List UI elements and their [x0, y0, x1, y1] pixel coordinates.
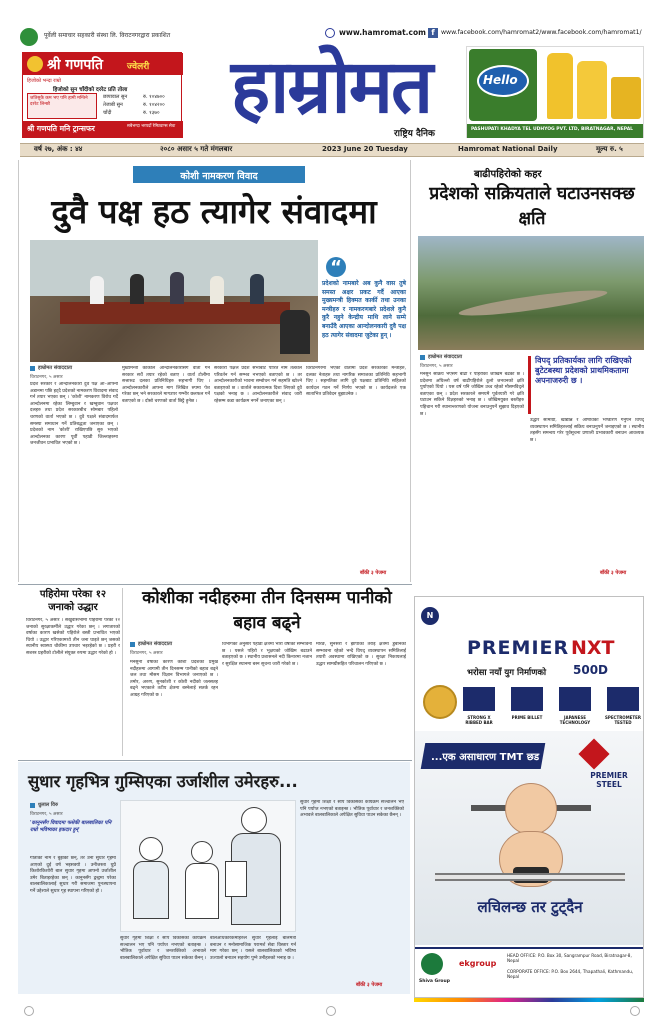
lead-dateline: विराटनगर, ५ असार [30, 375, 63, 380]
guarantee-seal-icon [423, 685, 457, 719]
koshi-byline: हाम्रोमत संवाददाता [138, 641, 173, 647]
right-body-col1: मनसुन सक्रिय भएसँगै बाढी र पहिरोको जोखिम बढेको छ । प्रदेशमा अघिल्लो वर्ष बाढीपहिरोले ठूलो जनधनको क्षति पुर्याएको थियो । यस वर्ष पनि जोखिम उच्च रहेको मौसमविद्ले बताएका छन् । प्रदेश सरकारले समयमै पूर्वतयारी गरे क्षति घटाउन सकिने विज्ञहरुको भनाइ छ । जोखिमयुक्त बस्तीहरु पहिचान गरी स्थानान्तरणको योजना बनाउनुपर्ने सुझाव दिइएको छ । [420, 372, 524, 417]
byline-bullet-icon [30, 803, 35, 808]
shiva-group-logo-icon [421, 953, 443, 975]
steel-feature-3: JAPANESE TECHNOLOGY [559, 715, 591, 725]
feature-illustration [120, 800, 296, 932]
right-dateline: विराटनगर, ५ असार [420, 364, 453, 369]
masthead-tagline: राष्ट्रिय दैनिक [394, 129, 435, 139]
gold-label: छापावाल सुन [103, 94, 128, 100]
quote-icon: “ [326, 257, 346, 277]
feature-body-col3: बालअधिकारकर्मीहरुले सुधार गृहलाई बालमैत्री बनाउन र मनोसामाजिक परामर्श सेवा विस्तार गर्न माग गरेका छन् । यसले बालबालिकाको भविष्य उज्यालो बनाउन सहयोग पुग्ने उनीहरुको भनाइ छ । [210, 936, 296, 961]
steel-right-brand: PREMIER STEEL [590, 771, 628, 789]
hello-company: PASHUPATI KHADYA TEL UDHYOG PVT. LTD, BIRATNAGAR, NEPAL [471, 127, 634, 132]
nxt-badge-icon: N [421, 607, 439, 625]
sumo-figure-icon [505, 783, 557, 835]
publisher-logo [20, 28, 38, 46]
feature-body-col1: गीताको नाम र बुझेकी छन्, तर उनी सुधार गृहमा आएको दुई वर्ष भइसक्यो । उनीजस्ता थुप्रै किशोरकिशोरी बाल सुधार गृहमा आफ्नो उर्जाशील उमेर बिताइरहेका छन् । कानुनसँग द्वन्द्वमा परेका बालबालिकालाई सुधार गरी समाजमा पुनःस्थापना गर्ने उद्देश्यले सुधार गृह स्थापना गरिएको हो । [30, 856, 116, 894]
feature-continue[interactable]: बाँकी ३ पेजमा [356, 982, 383, 988]
koshi-body-col1: मनसुनी वर्षाका कारण कोशी प्रदेशका प्रमुख नदीहरुमा आगामी तीन दिनसम्म पानीको बहाव बढ्ने जल तथा मौसम विज्ञान विभागले जनाएको छ । तमोर, अरुण, सुनकोशी र कोशी नदीको जलसतह बढ्ने भएकाले तटीय क्षेत्रमा बस्नेलाई सतर्क रहन आग्रह गरिएको छ । [130, 660, 218, 698]
lead-continue[interactable]: बाँकी ३ पेजमा [360, 570, 387, 576]
steel-brand-bottom: NXT [571, 637, 615, 659]
feature-byline: धुलाल विरु [38, 802, 58, 808]
feature-dateline: विराटनगर, ५ असार [30, 812, 63, 817]
oil-jar-icon [611, 77, 641, 119]
lead-quote: प्रदेशको नामबारे अब कुनै वास तुषे समस्त अक्षर प्रकट गर्दै आएका मुख्यमन्त्री हिक्मत कार्की तथा उनका मन्त्रीहरु र नामकरणबारे प्रदेशले कुनै कुरै नहुने केन्द्रीय माथि लाने सम्मे बनाउँदै आएका आन्दोलनकारी दुवै पक्ष हठ त्यागेर संवादमा जुटेका हुन् । [322, 280, 406, 339]
steel-tagline: लचिलन्छ तर टुट्दैन [477, 898, 583, 916]
feature-headline: सुधार गृहभित्र गुम्सिएका उर्जाशील उमेरहरु... [28, 772, 298, 791]
ad-brand-tag: ज्वेलरी [127, 62, 150, 72]
steel-corporate-office: CORPORATE OFFICE: P.O. Box 2644, Thapathali, Kathmandu, Nepal [507, 969, 634, 980]
oil-bottle-icon [577, 61, 607, 119]
koshi-body-col3: मोरङ, सुनसरी र झापाका तराई क्षेत्रमा डुबानको सम्भावना रहेको भन्दै विपद् व्यवस्थापन समितिलाई तयारी अवस्थामा राखिएको छ । सुरक्षा निकायलाई उद्धार सामग्रीसहित परिचालन गरिएको छ । [316, 642, 406, 667]
ad-footer: श्री गणपति मनि ट्रान्सफर [27, 124, 95, 133]
ad-note: जतिसुकै कम भए पनि हामी मन्त्रिने दररेट लिन्छौ [27, 93, 97, 119]
tejabi-label: तेजाबी सुन [103, 102, 123, 108]
feature-bar-icon [463, 687, 495, 711]
byline-bullet-icon [130, 642, 135, 647]
steel-banner: ...एक असाधारण TMT छड [431, 752, 540, 763]
publisher-line: पूर्वेली समाचार सहकारी संस्था लि. विराटनगरद्वारा प्रकाशित [44, 32, 171, 39]
gold-value: रु. १०४७०० [143, 94, 165, 100]
lead-body-col1: प्रदेश सरकार र आन्दोलनकारी दुवै पक्ष आ–आफ्नो अडानमा पछि हट्दै प्रदेशको नामकरण विवादमा संवाद गर्न तयार भएका छन् । 'कोशी' नामकरण विरोध गर्दै आन्दोलनमा रहेका लिम्बुवान र खम्बुवान पक्षधर दलहरु तथा प्रदेश सरकारबीच सोमबार पहिलो चरणको वार्ता भएको छ । दुवै पक्षले संवादमार्फत समस्या समाधान गर्ने प्रतिबद्धता जनाएका छन् । प्रदेशको नाम 'कोशी' राखिएपछि सुरु भएको आन्दोलनका कारण पूर्वी पहाडी जिल्लाहरुमा जनजीवन प्रभावित भएको छ । [30, 382, 118, 447]
silver-value: रु. १३७० [143, 110, 160, 116]
nepali-date: २०८० असार ५ गते मंगलबार [160, 145, 233, 153]
brief-headline: पहिरोमा परेका १२ जनाको उद्धार [39, 589, 107, 613]
hello-oil-ad[interactable] [466, 46, 644, 138]
silver-label: चाँदी [103, 110, 112, 116]
lead-body-col3: सरकारी पक्षले प्रदेश सभाबाट पारित नाम तत्काल परिवर्तन गर्न सम्भव नभएको बताएको छ । तर आन्दोलनकारीको भावना सम्बोधन गर्न सहमति खोज्ने बताइएको छ । वार्ताले सकारात्मक दिशा लिएको दुवै पक्षको भनाइ छ । आन्दोलनकारीले संवाद जारी रहेसम्म कडा कार्यक्रम नगर्ने जनाएका छन् । [214, 366, 302, 404]
registration-mark-icon [326, 1006, 336, 1016]
ad-sub: हिजोको भन्दा राम्रो [27, 78, 61, 84]
feature-spectrometer-icon [607, 687, 639, 711]
ad-brand: श्री गणपति [47, 57, 103, 73]
oil-bottle-icon [547, 53, 573, 119]
website-link[interactable]: www.hamromat.com [339, 28, 426, 37]
steel-feature-2: PRIME BILLET [511, 715, 543, 720]
koshi-dateline: विराटनगर, ५ असार [130, 651, 163, 656]
lead-headline: दुवै पक्ष हठ त्यागेर संवादमा [51, 192, 377, 231]
globe-icon [325, 28, 335, 38]
steel-rod-icon [435, 873, 625, 881]
right-headline: प्रदेशको सक्रियताले घटाउनसक्छ क्षति [429, 184, 635, 229]
feature-billet-icon [511, 687, 543, 711]
color-strip [414, 998, 644, 1002]
registration-mark-icon [24, 1006, 34, 1016]
feature-japan-icon [559, 687, 591, 711]
lead-photo-meeting [30, 240, 318, 362]
price: मूल्य रु. ५ [596, 145, 623, 153]
steel-grade: 500D [573, 663, 609, 677]
steel-brand-top: PREMIER [467, 637, 570, 659]
paper-name: Hamromat National Daily [458, 145, 558, 153]
steel-feature-4: SPECTROMETER TESTED [605, 715, 641, 725]
feature-body-col2: सुधार गृहमा शिक्षा र सीप विकासका कार्यक्रम सञ्चालन भए पनि पर्याप्त नभएको बताइन्छ । भौतिक पूर्वाधार र जनशक्तिको अभावले बालबालिकाले अपेक्षित सुविधा पाउन सकेका छैनन् । [120, 936, 206, 961]
lead-body-col2: मुख्यमन्त्री कार्कीले आन्दोलनकारीसँग वार्ता गर्न सरकार सधैं तयार रहेको बताए । वार्ता टोलीमा सत्तारुढ दलका प्रतिनिधिहरु सहभागी थिए । आन्दोलनकारीले आफ्ना माग लिखित रुपमा पेश गरेका छन् भने सरकारले मागउपर गम्भीर छलफल गर्ने बताएको छ । दोस्रो चरणको वार्ता छिट्टै हुनेछ । [122, 366, 210, 404]
lead-kicker: कोशी नामकरण विवाद [180, 171, 258, 182]
right-highlight: विपद् प्रतिकार्यका लागि राखिएको बुटेटबस्था प्रदेशको प्राथमिकतामा अपनाजरुरी छ । [528, 356, 644, 414]
facebook-link[interactable]: www.facebook.com/hamromat2/www.facebook.com/hamromat1/ [441, 29, 642, 36]
ganesh-logo-icon [27, 56, 43, 72]
premier-steel-ad[interactable] [414, 596, 644, 998]
ad-offer: हिजोको सुन चाँदीको दररेट प्रति तोला [53, 87, 128, 93]
koshi-body-col2: विभागका अनुसार पहाडी क्षेत्रमा भारी वर्षाको सम्भावना छ । यसले पहिरो र भूक्षयको जोखिम बढाउने बताइएको छ । स्थानीय प्रशासनले नदी किनारमा नजान र सुरक्षित स्थानमा बस्न सूचना जारी गरेको छ । [222, 642, 312, 667]
registration-mark-icon [630, 1006, 640, 1016]
ad-footer-note: सबैभन्दा भरपर्दो रेमिट्यान्स सेवा [127, 123, 176, 128]
lead-body-col4: विराटनगरमा भएको वार्तामा प्रदेश सरकारका मन्त्रीहरु, दलका नेताहरु तथा नागरिक समाजका प्रतिनिधि सहभागी थिए । सहमतिका लागि दुवै पक्षबाट प्रतिनिधि सहितको कार्यदल गठन गर्ने निर्णय भएको छ । कार्यदलले एक साताभित्र प्रतिवेदन बुझाउनेछ । [306, 366, 406, 398]
byline-bullet-icon [420, 355, 425, 360]
right-kicker: बाढीपहिरोको कहर [474, 169, 542, 180]
right-continue[interactable]: बाँकी ३ पेजमा [600, 570, 627, 576]
lead-byline: हाम्रोमत संवाददाता [38, 365, 73, 371]
right-body-col2: उद्धार सामाग्री, खाद्यान्न र औषधिको भण्डारण गर्नुपर्ने विपद् व्यवस्थापन समितिहरुलाई सक्रिय बनाउनुपर्ने जनाइएको छ । स्थानीय तहसँग समन्वय गरेर पूर्वसूचना प्रणाली प्रभावकारी बनाउन आवश्यक छ । [530, 418, 644, 443]
feature-body-col4: सुधार गृहमा शिक्षा र सीप विकासका कार्यक्रम सञ्चालन भए पनि पर्याप्त नभएको बताइन्छ । भौतिक पूर्वाधार र जनशक्तिको अभावले बालबालिकाले अपेक्षित सुविधा पाउन सकेका छैनन् । [300, 800, 404, 819]
steel-head-office: HEAD OFFICE: P.O. Box 30, Sangrampur Road, Biratnagar-8, Nepal [507, 953, 632, 964]
tejabi-value: रु. १०४२०० [143, 102, 165, 108]
steel-footer-company: Shiva Group [419, 979, 450, 984]
right-photo-river [418, 236, 644, 350]
steel-footer-brand: ekgroup [459, 959, 497, 968]
right-byline: हाम्रोमत संवाददाता [428, 354, 463, 360]
ganapati-ad[interactable] [22, 52, 182, 138]
hello-brand: Hello [483, 73, 518, 87]
steel-feature-1: STRONG X RIBBED BAR [465, 715, 493, 725]
byline-bullet-icon [30, 366, 35, 371]
koshi-headline: कोशीका नदीहरुमा तीन दिनसम्म पानीको बहाव बढ्ने [142, 588, 392, 633]
steel-slogan: भरोसा नयाँ युग निर्माणको [467, 668, 547, 678]
brief-body: विराटनगर, ५ असार । संखुवासभामा पहिरोमा परेका १२ जनाको सुरक्षाकर्मीले उद्धार गरेका छन् । लगातारको वर्षाका कारण खसेको पहिरोले बस्ती प्रभावित भएको थियो । उद्धार गरिएकामध्ये तीन जना घाइते छन् जसको स्थानीय स्वास्थ्य चौकीमा उपचार भइरहेको छ । प्रहरी र सशस्त्र प्रहरीको टोलीले संयुक्त रुपमा उद्धार गरेको हो । [26, 618, 120, 656]
facebook-icon: f [428, 28, 438, 38]
masthead-title: हाम्रोमत [230, 44, 432, 130]
volume: वर्ष २७, अंक : ४४ [34, 145, 83, 153]
feature-quote: 'कानुनसँग विवादमा फसेकी बालबालिका पनि राम्रो भविष्यका हकदार हुन्' [30, 820, 112, 833]
english-date: 2023 June 20 Tuesday [322, 145, 408, 153]
